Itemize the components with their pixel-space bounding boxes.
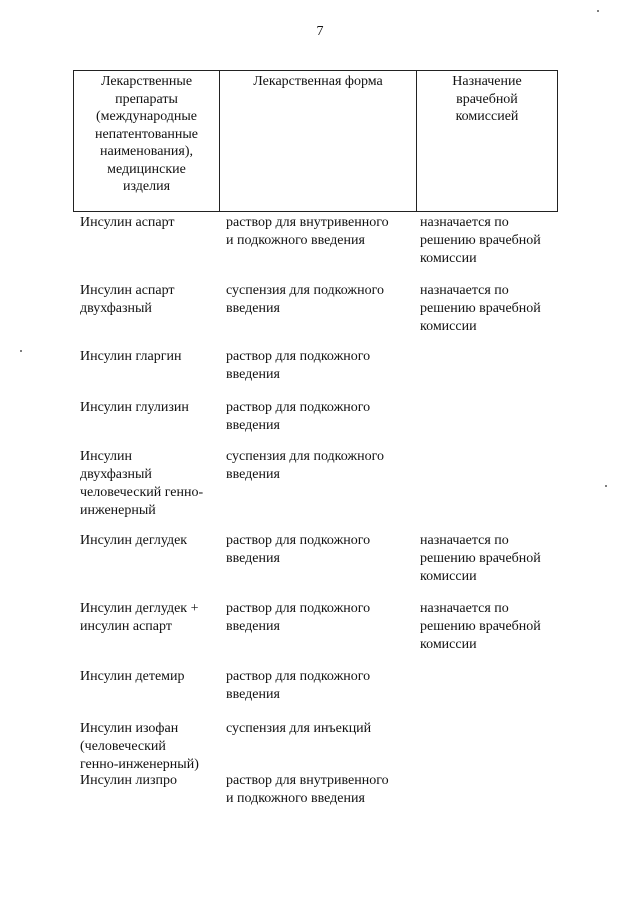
dosage-form-cell — [226, 720, 416, 738]
text-line: инженерный — [80, 503, 156, 518]
text-line: назначается по — [420, 601, 509, 616]
dosage-form-cell — [226, 214, 416, 250]
text-line: препараты — [115, 91, 178, 107]
text-line: и подкожного введения — [226, 233, 365, 248]
text-line: решению врачебной — [420, 301, 541, 316]
table-header — [73, 70, 558, 212]
commission-cell — [420, 532, 565, 586]
text-line: раствор для подкожного — [226, 669, 371, 684]
text-line: Инсулин лизпро — [80, 773, 177, 788]
text-line: врачебной — [456, 91, 518, 107]
drug-name-cell — [80, 214, 225, 232]
text-line: решению врачебной — [420, 551, 541, 566]
drug-name-cell — [80, 600, 225, 636]
dosage-form-cell — [226, 348, 416, 384]
text-line: двухфазный — [80, 301, 152, 316]
text-line: Инсулин деглудек + — [80, 601, 199, 616]
dosage-form-cell — [226, 668, 416, 704]
drug-name-cell — [80, 282, 225, 318]
scan-speck — [20, 350, 22, 352]
text-line: Инсулин изофан — [80, 721, 179, 736]
dosage-form-cell — [226, 532, 416, 568]
text-line: генно-инженерный) — [80, 757, 199, 772]
text-line: комиссии — [420, 637, 477, 652]
text-line: Назначение — [452, 74, 522, 89]
text-line: суспензия для подкожного — [226, 449, 384, 464]
drug-name-cell — [80, 772, 225, 790]
drug-name-cell — [80, 668, 225, 686]
page-number: 7 — [316, 24, 324, 39]
header-dosage-form — [220, 71, 417, 211]
text-line: Инсулин гларгин — [80, 349, 182, 364]
text-line: Инсулин деглудек — [80, 533, 188, 548]
text-line: наименования), — [100, 144, 193, 159]
text-line: суспензия для подкожного — [226, 283, 384, 298]
drug-name-cell — [80, 720, 225, 774]
text-line: введения — [226, 687, 280, 702]
text-line: Инсулин детемир — [80, 669, 185, 684]
text-line: Лекарственная форма — [253, 74, 383, 89]
commission-cell — [420, 282, 565, 336]
text-line: введения — [226, 551, 280, 566]
scan-speck — [597, 10, 599, 12]
text-line: инсулин аспарт — [80, 619, 172, 634]
text-line: Лекарственные — [100, 74, 193, 89]
dosage-form-cell — [226, 282, 416, 318]
text-line: Инсулин глулизин — [80, 400, 189, 415]
text-line: раствор для подкожного — [226, 349, 371, 364]
text-line: комиссии — [420, 319, 477, 334]
text-line: комиссией — [455, 109, 519, 124]
text-line: введения — [226, 367, 280, 382]
text-line: медицинские — [107, 161, 186, 177]
text-line: введения — [226, 301, 280, 316]
text-line: изделия — [122, 179, 171, 194]
text-line: назначается по — [420, 283, 509, 298]
text-line: раствор для внутривенного — [226, 773, 389, 788]
text-line: раствор для подкожного — [226, 601, 371, 616]
commission-cell — [420, 600, 565, 654]
text-line: и подкожного введения — [226, 791, 365, 806]
text-line: (человеческий — [80, 739, 166, 754]
drug-name-cell — [80, 448, 225, 520]
text-line: двухфазный — [80, 467, 152, 482]
dosage-form-cell — [226, 448, 416, 484]
drug-name-cell — [80, 532, 225, 550]
text-line: назначается по — [420, 533, 509, 548]
text-line: решению врачебной — [420, 619, 541, 634]
text-line: Инсулин — [80, 449, 132, 464]
text-line: Инсулин аспарт — [80, 283, 175, 298]
text-line: введения — [226, 418, 280, 433]
text-line: Инсулин аспарт — [80, 215, 175, 230]
scan-speck — [605, 485, 607, 487]
header-commission — [417, 71, 557, 211]
dosage-form-cell — [226, 772, 416, 808]
text-line: раствор для подкожного — [226, 400, 371, 415]
text-line: непатентованные — [94, 126, 199, 142]
text-line: (международные — [95, 109, 198, 124]
commission-cell — [420, 214, 565, 268]
text-line: комиссии — [420, 251, 477, 266]
text-line: назначается по — [420, 215, 509, 230]
text-line: введения — [226, 619, 280, 634]
text-line: решению врачебной — [420, 233, 541, 248]
text-line: раствор для внутривенного — [226, 215, 389, 230]
dosage-form-cell — [226, 600, 416, 636]
header-drug-name — [74, 71, 220, 211]
text-line: суспензия для инъекций — [226, 721, 372, 736]
dosage-form-cell — [226, 399, 416, 435]
text-line: комиссии — [420, 569, 477, 584]
drug-name-cell — [80, 348, 225, 366]
text-line: человеческий генно- — [80, 485, 204, 500]
text-line: введения — [226, 467, 280, 482]
drug-name-cell — [80, 399, 225, 417]
text-line: раствор для подкожного — [226, 533, 371, 548]
